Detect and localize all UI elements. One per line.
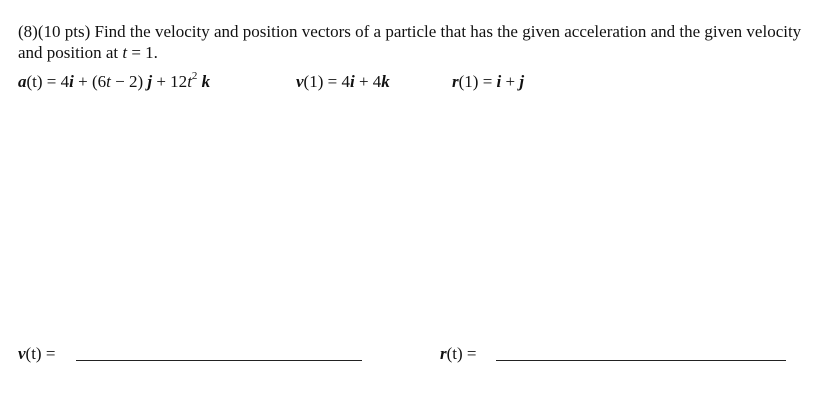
velocity-answer-arg: (t) = bbox=[25, 344, 56, 363]
given-conditions bbox=[0, 72, 840, 96]
pos-i: i bbox=[496, 72, 502, 91]
position-answer-symbol: r bbox=[440, 344, 447, 363]
vel-plus: + 4 bbox=[354, 72, 382, 91]
velocity-answer-symbol: v bbox=[18, 344, 26, 363]
given-acceleration bbox=[18, 72, 210, 92]
position-answer-blank[interactable] bbox=[496, 360, 786, 361]
problem-text-main: Find the velocity and position vectors of a particle that has the given acceleration and the given velocity and position at bbox=[18, 22, 802, 62]
pos-plus: + bbox=[501, 72, 520, 91]
velocity-answer-label bbox=[18, 344, 55, 364]
problem-statement bbox=[18, 21, 818, 63]
position-answer-arg: (t) = bbox=[446, 344, 477, 363]
position-answer-label bbox=[440, 344, 477, 364]
accel-mid: − 2) bbox=[110, 72, 148, 91]
accel-i: i bbox=[69, 72, 74, 91]
problem-number: (8) bbox=[18, 22, 38, 41]
accel-plus1: + (6 bbox=[73, 72, 107, 91]
accel-j: j bbox=[147, 72, 153, 91]
accel-exponent: 2 bbox=[191, 70, 198, 83]
accel-plus2: + 12 bbox=[152, 72, 188, 91]
accel-k: k bbox=[201, 72, 211, 91]
vel-k: k bbox=[381, 72, 390, 91]
pos-arg: (1) = bbox=[458, 72, 497, 91]
velocity-answer-blank[interactable] bbox=[76, 360, 362, 361]
pos-symbol: r bbox=[452, 72, 459, 91]
vel-arg: (1) = 4 bbox=[303, 72, 350, 91]
problem-text-end: = 1. bbox=[127, 43, 158, 62]
accel-t2: t bbox=[187, 72, 192, 91]
given-position bbox=[452, 72, 524, 92]
vel-i: i bbox=[349, 72, 355, 91]
problem-t-symbol: t bbox=[122, 43, 128, 62]
accel-arg: (t) bbox=[26, 72, 43, 91]
accel-eq: = 4 bbox=[42, 72, 70, 91]
problem-points: (10 pts) bbox=[37, 22, 91, 41]
accel-t1: t bbox=[106, 72, 111, 91]
given-velocity bbox=[296, 72, 390, 92]
accel-symbol: a bbox=[18, 72, 27, 91]
pos-j: j bbox=[519, 72, 525, 91]
vel-symbol: v bbox=[296, 72, 304, 91]
